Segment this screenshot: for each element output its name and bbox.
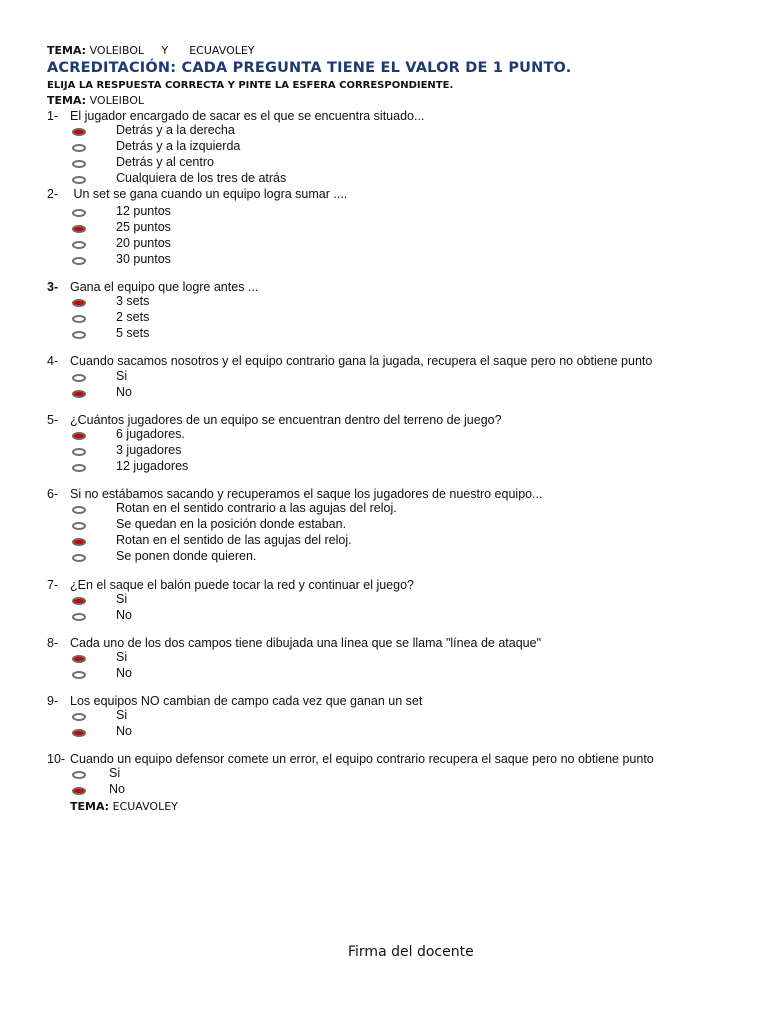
answer-label: Si: [116, 650, 128, 664]
answer-label: Si: [109, 766, 121, 780]
answer-radio[interactable]: [72, 713, 86, 721]
answer-label: Rotan en el sentido contrario a las agujas del reloj.: [116, 501, 397, 515]
answer-label: No: [116, 724, 132, 738]
question-number: 10-: [47, 752, 66, 766]
answer-label: 6 jugadores.: [116, 427, 185, 441]
answer-label: Se ponen donde quieren.: [116, 549, 257, 563]
answer-radio[interactable]: [72, 671, 86, 679]
answer-radio[interactable]: [72, 464, 86, 472]
answer-radio[interactable]: [72, 390, 86, 398]
answer-label: Se quedan en la posición donde estaban.: [116, 517, 347, 531]
answer-radio[interactable]: [72, 128, 86, 136]
tema2-value: VOLEIBOL: [89, 94, 145, 107]
answer-label: Si: [116, 708, 128, 722]
question-text: ¿En el saque el balón puede tocar la red y continuar el juego?: [70, 578, 414, 592]
question-text: Los equipos NO cambian de campo cada vez que ganan un set: [70, 694, 423, 708]
acreditacion-heading: ACREDITACIÓN: CADA PREGUNTA TIENE EL VALOR DE 1 PUNTO.: [47, 60, 572, 76]
answer-label: Detrás y a la derecha: [116, 123, 235, 137]
answer-radio[interactable]: [72, 506, 86, 514]
answer-label: No: [116, 608, 132, 622]
question-text: Un set se gana cuando un equipo logra sumar ....: [70, 187, 348, 201]
answer-radio[interactable]: [72, 597, 86, 605]
answer-label: 30 puntos: [116, 252, 171, 266]
instruction-text: ELIJA LA RESPUESTA CORRECTA Y PINTE LA ESFERA CORRESPONDIENTE.: [47, 80, 454, 91]
answer-label: Detrás y a la izquierda: [116, 139, 241, 153]
answer-radio[interactable]: [72, 729, 86, 737]
answer-label: No: [109, 782, 125, 796]
answer-label: 25 puntos: [116, 220, 171, 234]
tema3-label: TEMA:: [70, 800, 110, 813]
tema3-line: [70, 799, 178, 815]
answer-radio[interactable]: [72, 554, 86, 562]
answer-radio[interactable]: [72, 257, 86, 265]
answer-radio[interactable]: [72, 374, 86, 382]
answer-label: 20 puntos: [116, 236, 171, 250]
question-text: Cuando sacamos nosotros y el equipo contrario gana la jugada, recupera el saque pero no obtiene punto: [70, 354, 653, 368]
answer-radio[interactable]: [72, 144, 86, 152]
answer-radio[interactable]: [72, 176, 86, 184]
answer-label: 2 sets: [116, 310, 150, 324]
question-number: 5-: [47, 413, 59, 427]
answer-radio[interactable]: [72, 613, 86, 621]
question-number: 1-: [47, 109, 59, 123]
answer-radio[interactable]: [72, 538, 86, 546]
question-text: Cada uno de los dos campos tiene dibujada una línea que se llama "línea de ataque": [70, 636, 542, 650]
answer-label: Detrás y al centro: [116, 155, 214, 169]
answer-radio[interactable]: [72, 448, 86, 456]
answer-label: 3 jugadores: [116, 443, 182, 457]
tema3-value: ECUAVOLEY: [112, 800, 178, 813]
tema2-label: TEMA:: [47, 94, 87, 107]
answer-label: Rotan en el sentido de las agujas del reloj.: [116, 533, 352, 547]
question-number: 4-: [47, 354, 59, 368]
tema-line: [47, 43, 255, 59]
question-number: 8-: [47, 636, 59, 650]
answer-radio[interactable]: [72, 160, 86, 168]
answer-radio[interactable]: [72, 315, 86, 323]
tema-label: TEMA:: [47, 44, 87, 57]
answer-label: No: [116, 385, 132, 399]
answer-label: Si: [116, 369, 128, 383]
tema-value: VOLEIBOL Y ECUAVOLEY: [89, 44, 255, 57]
answer-radio[interactable]: [72, 522, 86, 530]
question-number: 2-: [47, 187, 59, 201]
question-text: Si no estábamos sacando y recuperamos el saque los jugadores de nuestro equipo...: [70, 487, 543, 501]
answer-label: 3 sets: [116, 294, 150, 308]
question-number: 3-: [47, 280, 59, 294]
answer-label: No: [116, 666, 132, 680]
answer-radio[interactable]: [72, 225, 86, 233]
answer-radio[interactable]: [72, 432, 86, 440]
firma-docente: Firma del docente: [348, 944, 474, 960]
answer-radio[interactable]: [72, 241, 86, 249]
answer-radio[interactable]: [72, 787, 86, 795]
tema2-line: [47, 93, 144, 109]
question-text: El jugador encargado de sacar es el que se encuentra situado...: [70, 109, 425, 123]
answer-radio[interactable]: [72, 299, 86, 307]
question-number: 6-: [47, 487, 59, 501]
question-number: 7-: [47, 578, 59, 592]
answer-radio[interactable]: [72, 655, 86, 663]
answer-label: 12 puntos: [116, 204, 171, 218]
question-text: ¿Cuántos jugadores de un equipo se encuentran dentro del terreno de juego?: [70, 413, 502, 427]
answer-radio[interactable]: [72, 771, 86, 779]
answer-label: 12 jugadores: [116, 459, 189, 473]
question-number: 9-: [47, 694, 59, 708]
answer-label: Cualquiera de los tres de atrás: [116, 171, 287, 185]
answer-radio[interactable]: [72, 209, 86, 217]
answer-radio[interactable]: [72, 331, 86, 339]
answer-label: 5 sets: [116, 326, 150, 340]
answer-label: Si: [116, 592, 128, 606]
question-text: Gana el equipo que logre antes ...: [70, 280, 259, 294]
question-text: Cuando un equipo defensor comete un error, el equipo contrario recupera el saque pero no obtiene punto: [70, 752, 654, 766]
